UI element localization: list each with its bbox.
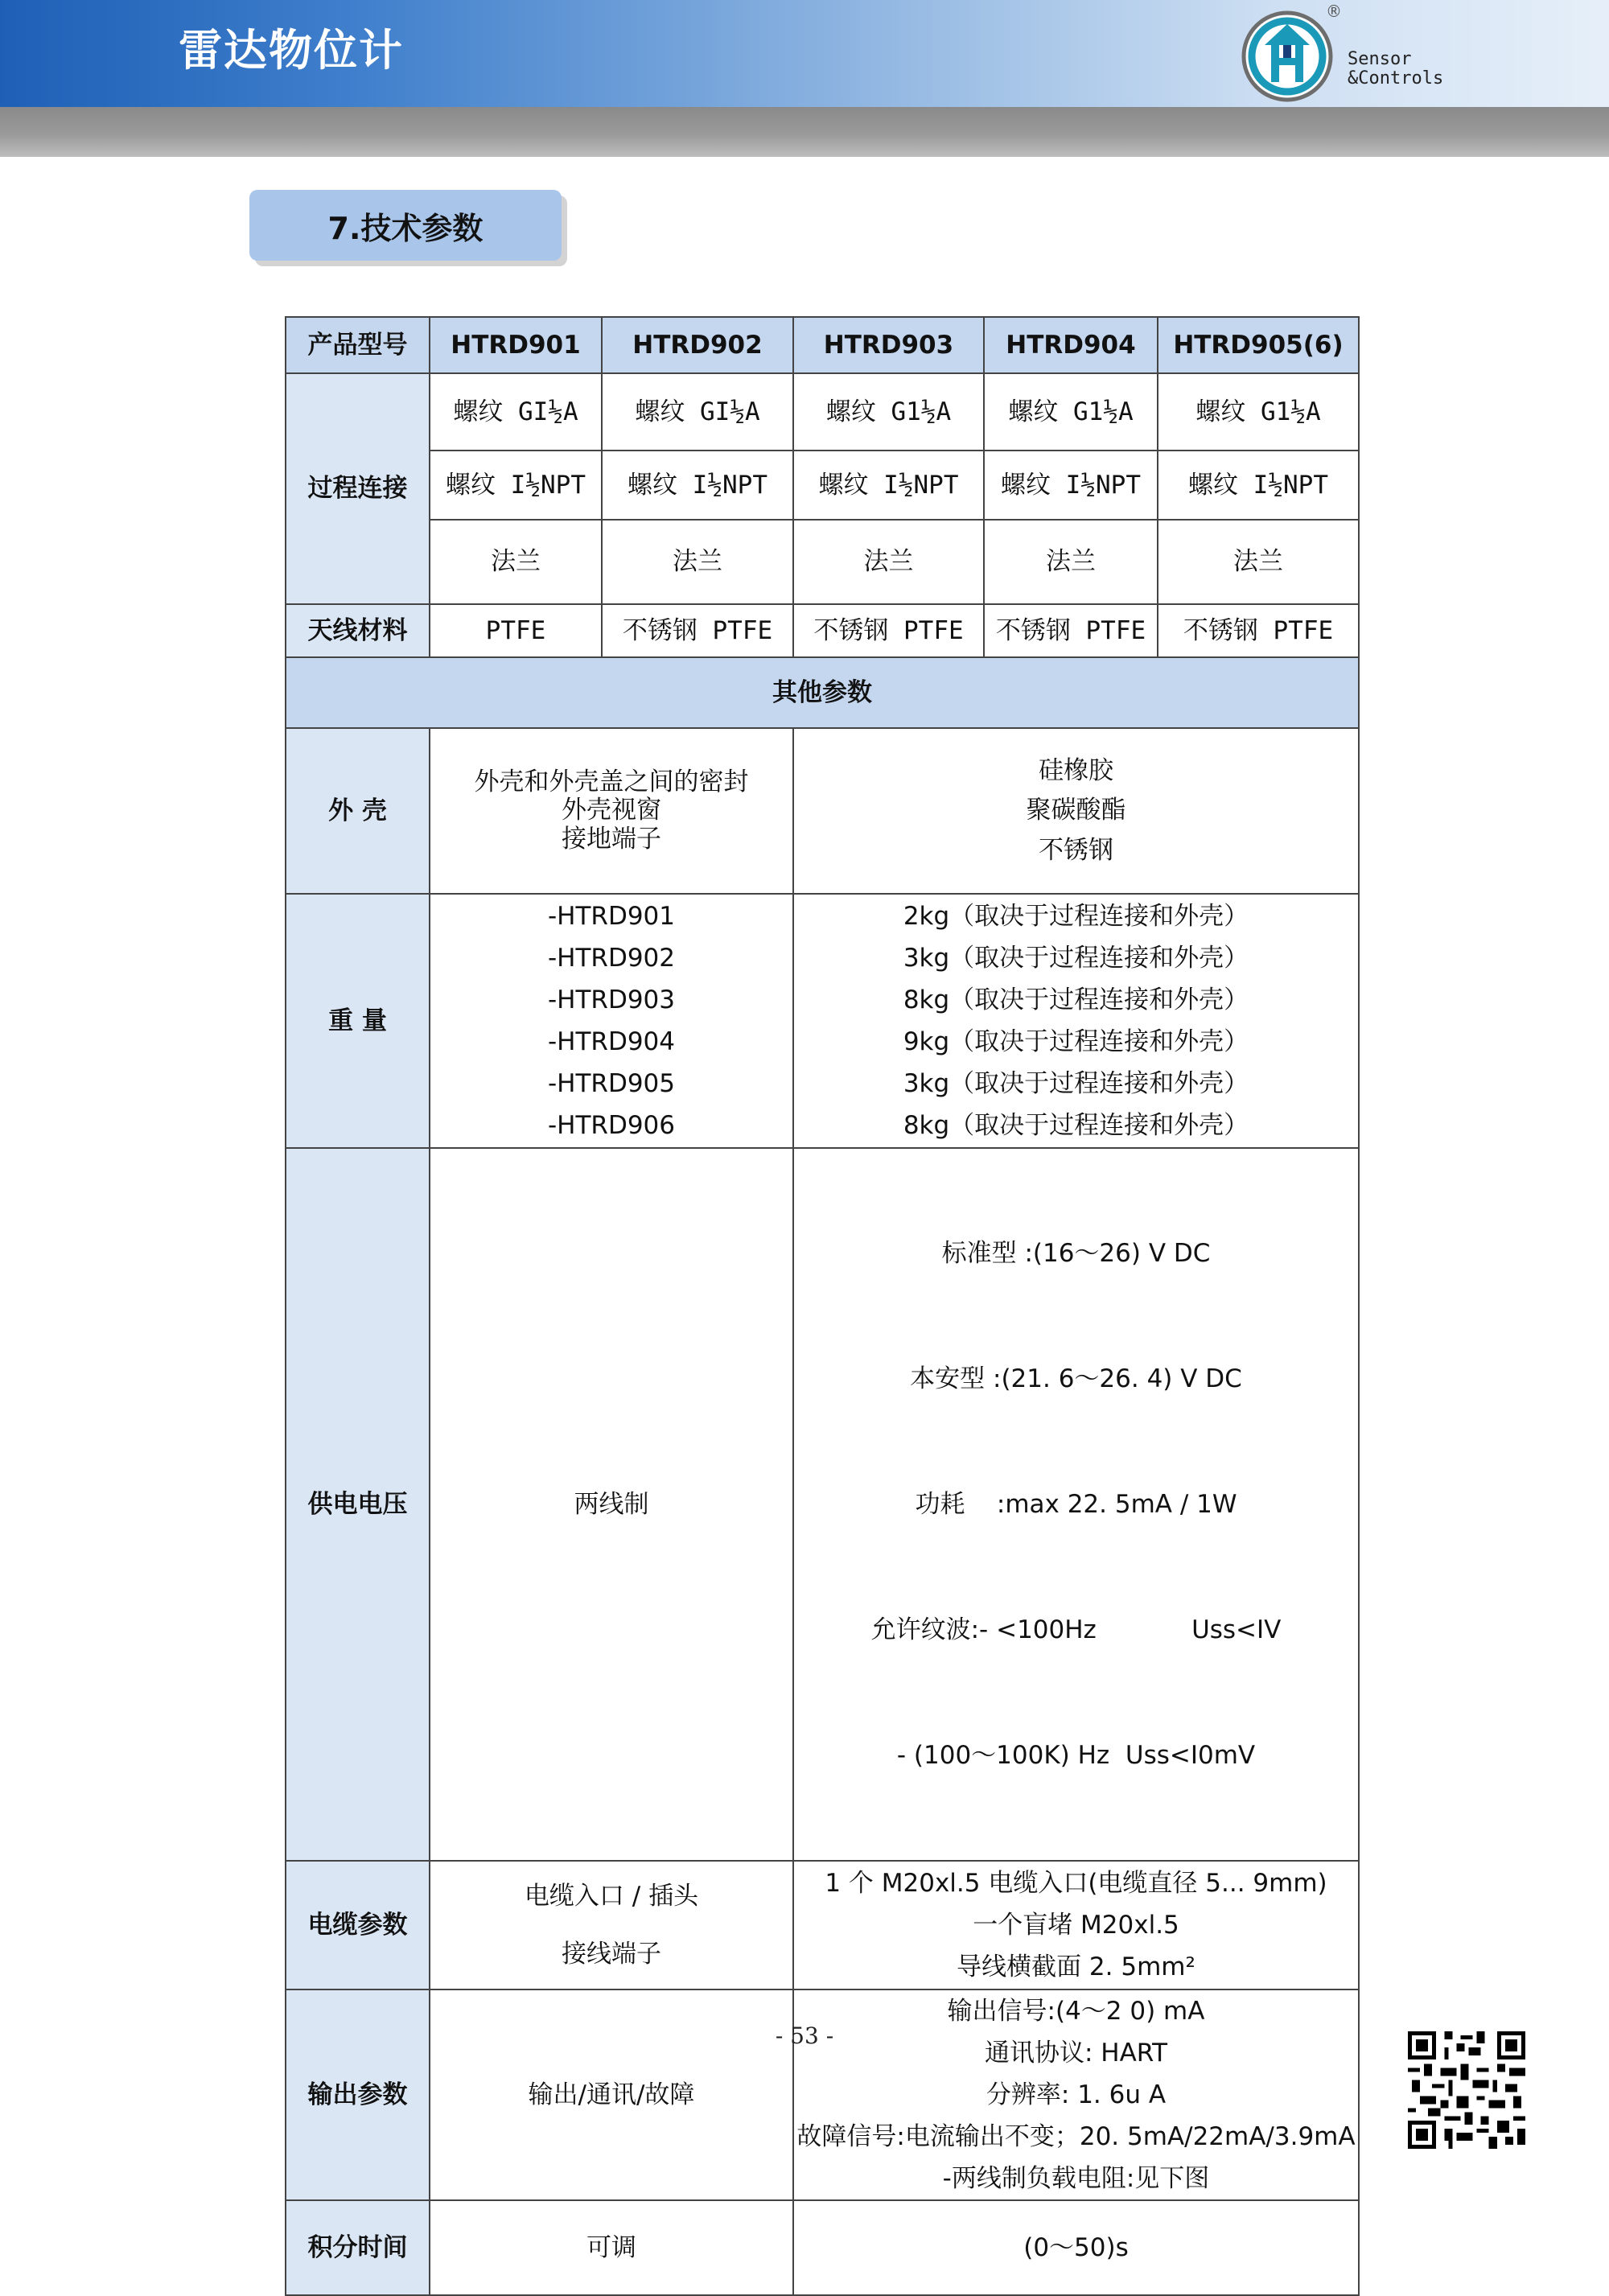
output-value: 故障信号:电流输出不变；20. 5mA/22mA/3.9mA <box>796 2122 1356 2151</box>
output-value: 通讯协议: HART <box>984 2039 1168 2068</box>
table-row <box>286 520 1359 604</box>
qr-code-icon <box>1408 2031 1525 2149</box>
weight-value: 2kg（取决于过程连接和外壳） <box>903 902 1249 931</box>
cable-item: 接线端子 <box>562 1940 661 1969</box>
weight-value: 3kg（取决于过程连接和外壳） <box>903 1069 1249 1098</box>
cell: 法兰 <box>602 520 793 604</box>
weight-values <box>793 894 1359 1148</box>
brand-text <box>1348 50 1443 88</box>
cell: 螺纹 I½NPT <box>602 451 793 520</box>
cell: 螺纹 GI½A <box>602 373 793 451</box>
cell: 法兰 <box>1158 520 1359 604</box>
weight-label: 重 量 <box>286 894 430 1148</box>
cable-value: 导线横截面 2. 5mm² <box>957 1952 1195 1981</box>
output-values <box>793 1989 1359 2200</box>
housing-item: 外壳视窗 <box>562 796 661 825</box>
power-supply-item: 两线制 <box>430 1148 793 1861</box>
table-row <box>286 728 1359 894</box>
cell: 不锈钢 PTFE <box>1158 604 1359 657</box>
model-header: HTRD901 <box>430 317 602 373</box>
weight-item: -HTRD906 <box>547 1111 675 1140</box>
cable-items <box>430 1861 793 1989</box>
model-header: HTRD904 <box>984 317 1158 373</box>
model-header: HTRD905(6) <box>1158 317 1359 373</box>
housing-value: 不锈钢 <box>1039 835 1113 865</box>
table-row <box>286 894 1359 1148</box>
housing-item: 接地端子 <box>562 824 661 854</box>
table-row <box>286 604 1359 657</box>
cell: 螺纹 I½NPT <box>793 451 984 520</box>
cell: 不锈钢 PTFE <box>793 604 984 657</box>
cell: 螺纹 G1½A <box>984 373 1158 451</box>
header-grey-strip <box>0 107 1609 157</box>
housing-values <box>793 728 1359 894</box>
power-value: - (100～100K) Hz Uss<I0mV <box>896 1741 1256 1770</box>
model-header: HTRD902 <box>602 317 793 373</box>
table-row <box>286 657 1359 728</box>
cell: 螺纹 I½NPT <box>984 451 1158 520</box>
table-row <box>286 2200 1359 2295</box>
table-row <box>286 373 1359 451</box>
power-value: 标准型 :(16～26) V DC <box>941 1239 1211 1268</box>
ht-logo-icon <box>1241 10 1334 103</box>
weight-value: 8kg（取决于过程连接和外壳） <box>903 1111 1249 1140</box>
table-row <box>286 1861 1359 1989</box>
cell: 螺纹 I½NPT <box>1158 451 1359 520</box>
cable-item: 电缆入口 / 插头 <box>524 1882 699 1911</box>
housing-item: 外壳和外壳盖之间的密封 <box>474 767 749 796</box>
spec-table <box>285 316 1360 2296</box>
cell: PTFE <box>430 604 602 657</box>
output-label: 输出参数 <box>286 1989 430 2200</box>
process-connection-label: 过程连接 <box>286 373 430 604</box>
output-value: 输出信号:(4～2 0) mA <box>947 1997 1205 2026</box>
power-value: 本安型 :(21. 6～26. 4) V DC <box>910 1364 1242 1393</box>
table-row <box>286 451 1359 520</box>
cell: 法兰 <box>430 520 602 604</box>
header-label: 产品型号 <box>286 317 430 373</box>
power-supply-label: 供电电压 <box>286 1148 430 1861</box>
cell: 螺纹 G1½A <box>1158 373 1359 451</box>
housing-value: 硅橡胶 <box>1039 755 1113 785</box>
cable-value: 一个盲堵 M20xl.5 <box>973 1911 1179 1940</box>
output-value: 分辨率: 1. 6u A <box>986 2080 1167 2109</box>
table-row <box>286 1989 1359 2200</box>
model-header: HTRD903 <box>793 317 984 373</box>
table-row <box>286 1148 1359 1861</box>
cell: 不锈钢 PTFE <box>602 604 793 657</box>
integration-time-label: 积分时间 <box>286 2200 430 2295</box>
cable-label: 电缆参数 <box>286 1861 430 1989</box>
page-title: 雷达物位计 <box>179 25 404 76</box>
brand-line-2: &Controls <box>1348 68 1444 88</box>
section-heading: 7.技术参数 <box>249 190 562 261</box>
output-value: -两线制负载电阻:见下图 <box>942 2164 1210 2193</box>
weight-item: -HTRD904 <box>547 1027 675 1056</box>
weight-value: 3kg（取决于过程连接和外壳） <box>903 944 1249 973</box>
power-value: 允许纹波:- <100Hz Uss<IV <box>870 1615 1282 1644</box>
weight-value: 9kg（取决于过程连接和外壳） <box>903 1027 1249 1056</box>
weight-item: -HTRD903 <box>547 985 675 1014</box>
power-supply-values <box>793 1148 1359 1861</box>
weight-item: -HTRD905 <box>547 1069 675 1098</box>
housing-label: 外 壳 <box>286 728 430 894</box>
weight-item: -HTRD902 <box>547 944 675 973</box>
cable-value: 1 个 M20xl.5 电缆入口(电缆直径 5... 9mm) <box>825 1869 1327 1898</box>
page-number: - 53 - <box>775 2022 834 2049</box>
other-params-title: 其他参数 <box>286 657 1359 728</box>
housing-items <box>430 728 793 894</box>
cell: 法兰 <box>984 520 1158 604</box>
cell: 法兰 <box>793 520 984 604</box>
integration-time-item: 可调 <box>430 2200 793 2295</box>
cell: 螺纹 I½NPT <box>430 451 602 520</box>
cell: 螺纹 G1½A <box>793 373 984 451</box>
weight-items <box>430 894 793 1148</box>
integration-time-value: (0～50)s <box>793 2200 1359 2295</box>
table-header-row <box>286 317 1359 373</box>
antenna-material-label: 天线材料 <box>286 604 430 657</box>
weight-item: -HTRD901 <box>547 902 675 931</box>
cell: 螺纹 GI½A <box>430 373 602 451</box>
cable-values <box>793 1861 1359 1989</box>
output-item: 输出/通讯/故障 <box>430 1989 793 2200</box>
cell: 不锈钢 PTFE <box>984 604 1158 657</box>
power-value: 功耗 :max 22. 5mA / 1W <box>915 1490 1237 1519</box>
housing-value: 聚碳酸酯 <box>1026 796 1126 825</box>
brand-line-1: Sensor <box>1348 49 1412 69</box>
weight-value: 8kg（取决于过程连接和外壳） <box>903 985 1249 1014</box>
registered-mark: ® <box>1326 2 1342 21</box>
